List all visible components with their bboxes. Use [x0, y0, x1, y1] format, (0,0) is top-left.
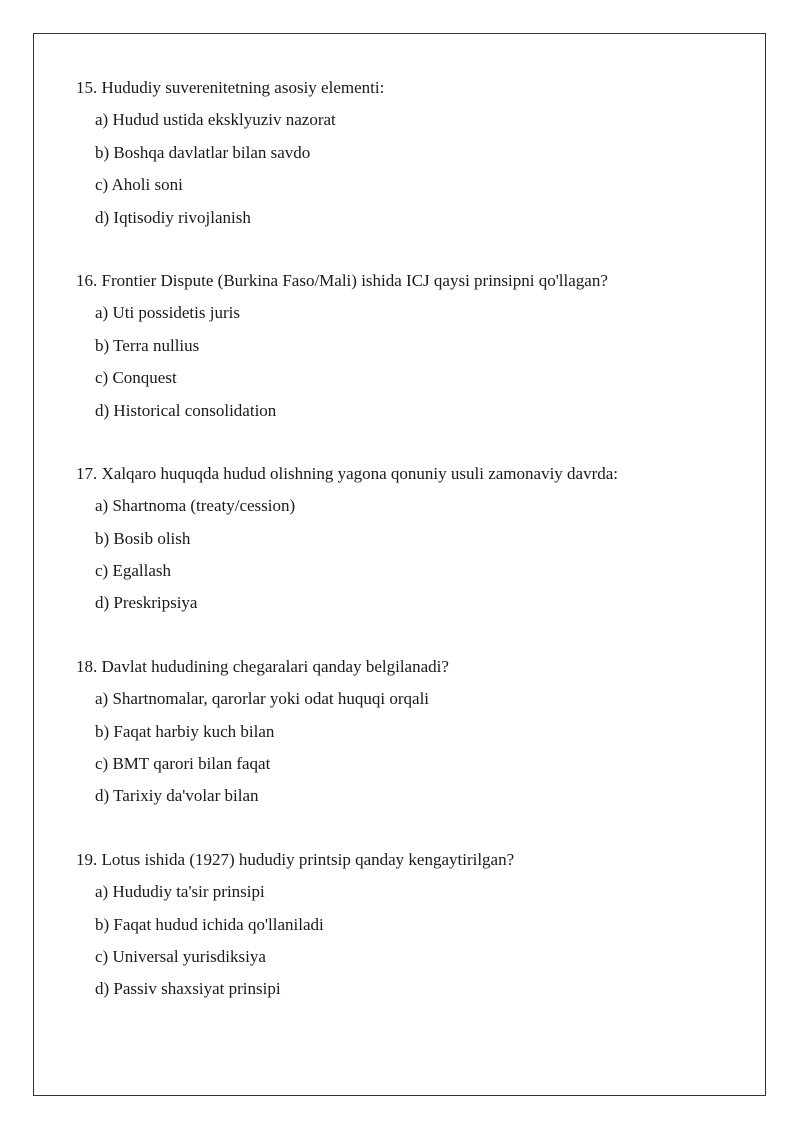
question-19: [76, 844, 756, 1006]
question-list: [76, 72, 756, 1037]
question-18: [76, 651, 756, 813]
option-d: d) Tarixiy da'volar bilan: [95, 786, 259, 806]
option-a: a) Hudud ustida eksklyuziv nazorat: [95, 110, 336, 130]
question-text: 16. Frontier Dispute (Burkina Faso/Mali) ishida ICJ qaysi prinsipni qo'llagan?: [76, 270, 608, 290]
option-c: c) Conquest: [95, 368, 177, 388]
option-b: b) Faqat harbiy kuch bilan: [95, 721, 275, 741]
question-17: [76, 458, 756, 620]
option-d: d) Preskripsiya: [95, 593, 198, 613]
question-text: 18. Davlat hududining chegaralari qanday belgilanadi?: [76, 656, 449, 676]
question-text: 19. Lotus ishida (1927) hududiy printsip qanday kengaytirilgan?: [76, 849, 515, 869]
option-c: c) Aholi soni: [95, 175, 183, 195]
option-a: a) Shartnoma (treaty/cession): [95, 496, 296, 516]
option-b: b) Terra nullius: [95, 335, 200, 355]
option-c: c) BMT qarori bilan faqat: [95, 754, 271, 774]
question-15: [76, 72, 756, 234]
option-b: b) Faqat hudud ichida qo'llaniladi: [95, 914, 324, 934]
option-d: d) Historical consolidation: [95, 400, 277, 420]
option-a: a) Uti possidetis juris: [95, 303, 240, 323]
option-d: d) Iqtisodiy rivojlanish: [95, 207, 251, 227]
option-c: c) Universal yurisdiksiya: [95, 946, 266, 966]
option-a: a) Shartnomalar, qarorlar yoki odat huquqi orqali: [95, 689, 430, 709]
question-16: [76, 265, 756, 427]
question-text: 17. Xalqaro huquqda hudud olishning yagona qonuniy usuli zamonaviy davrda:: [76, 463, 619, 483]
option-d: d) Passiv shaxsiyat prinsipi: [95, 979, 281, 999]
option-b: b) Bosib olish: [95, 528, 191, 548]
option-b: b) Boshqa davlatlar bilan savdo: [95, 142, 311, 162]
option-c: c) Egallash: [95, 561, 171, 581]
option-a: a) Hududiy ta'sir prinsipi: [95, 882, 265, 902]
question-text: 15. Hududiy suverenitetning asosiy elementi:: [76, 78, 385, 97]
